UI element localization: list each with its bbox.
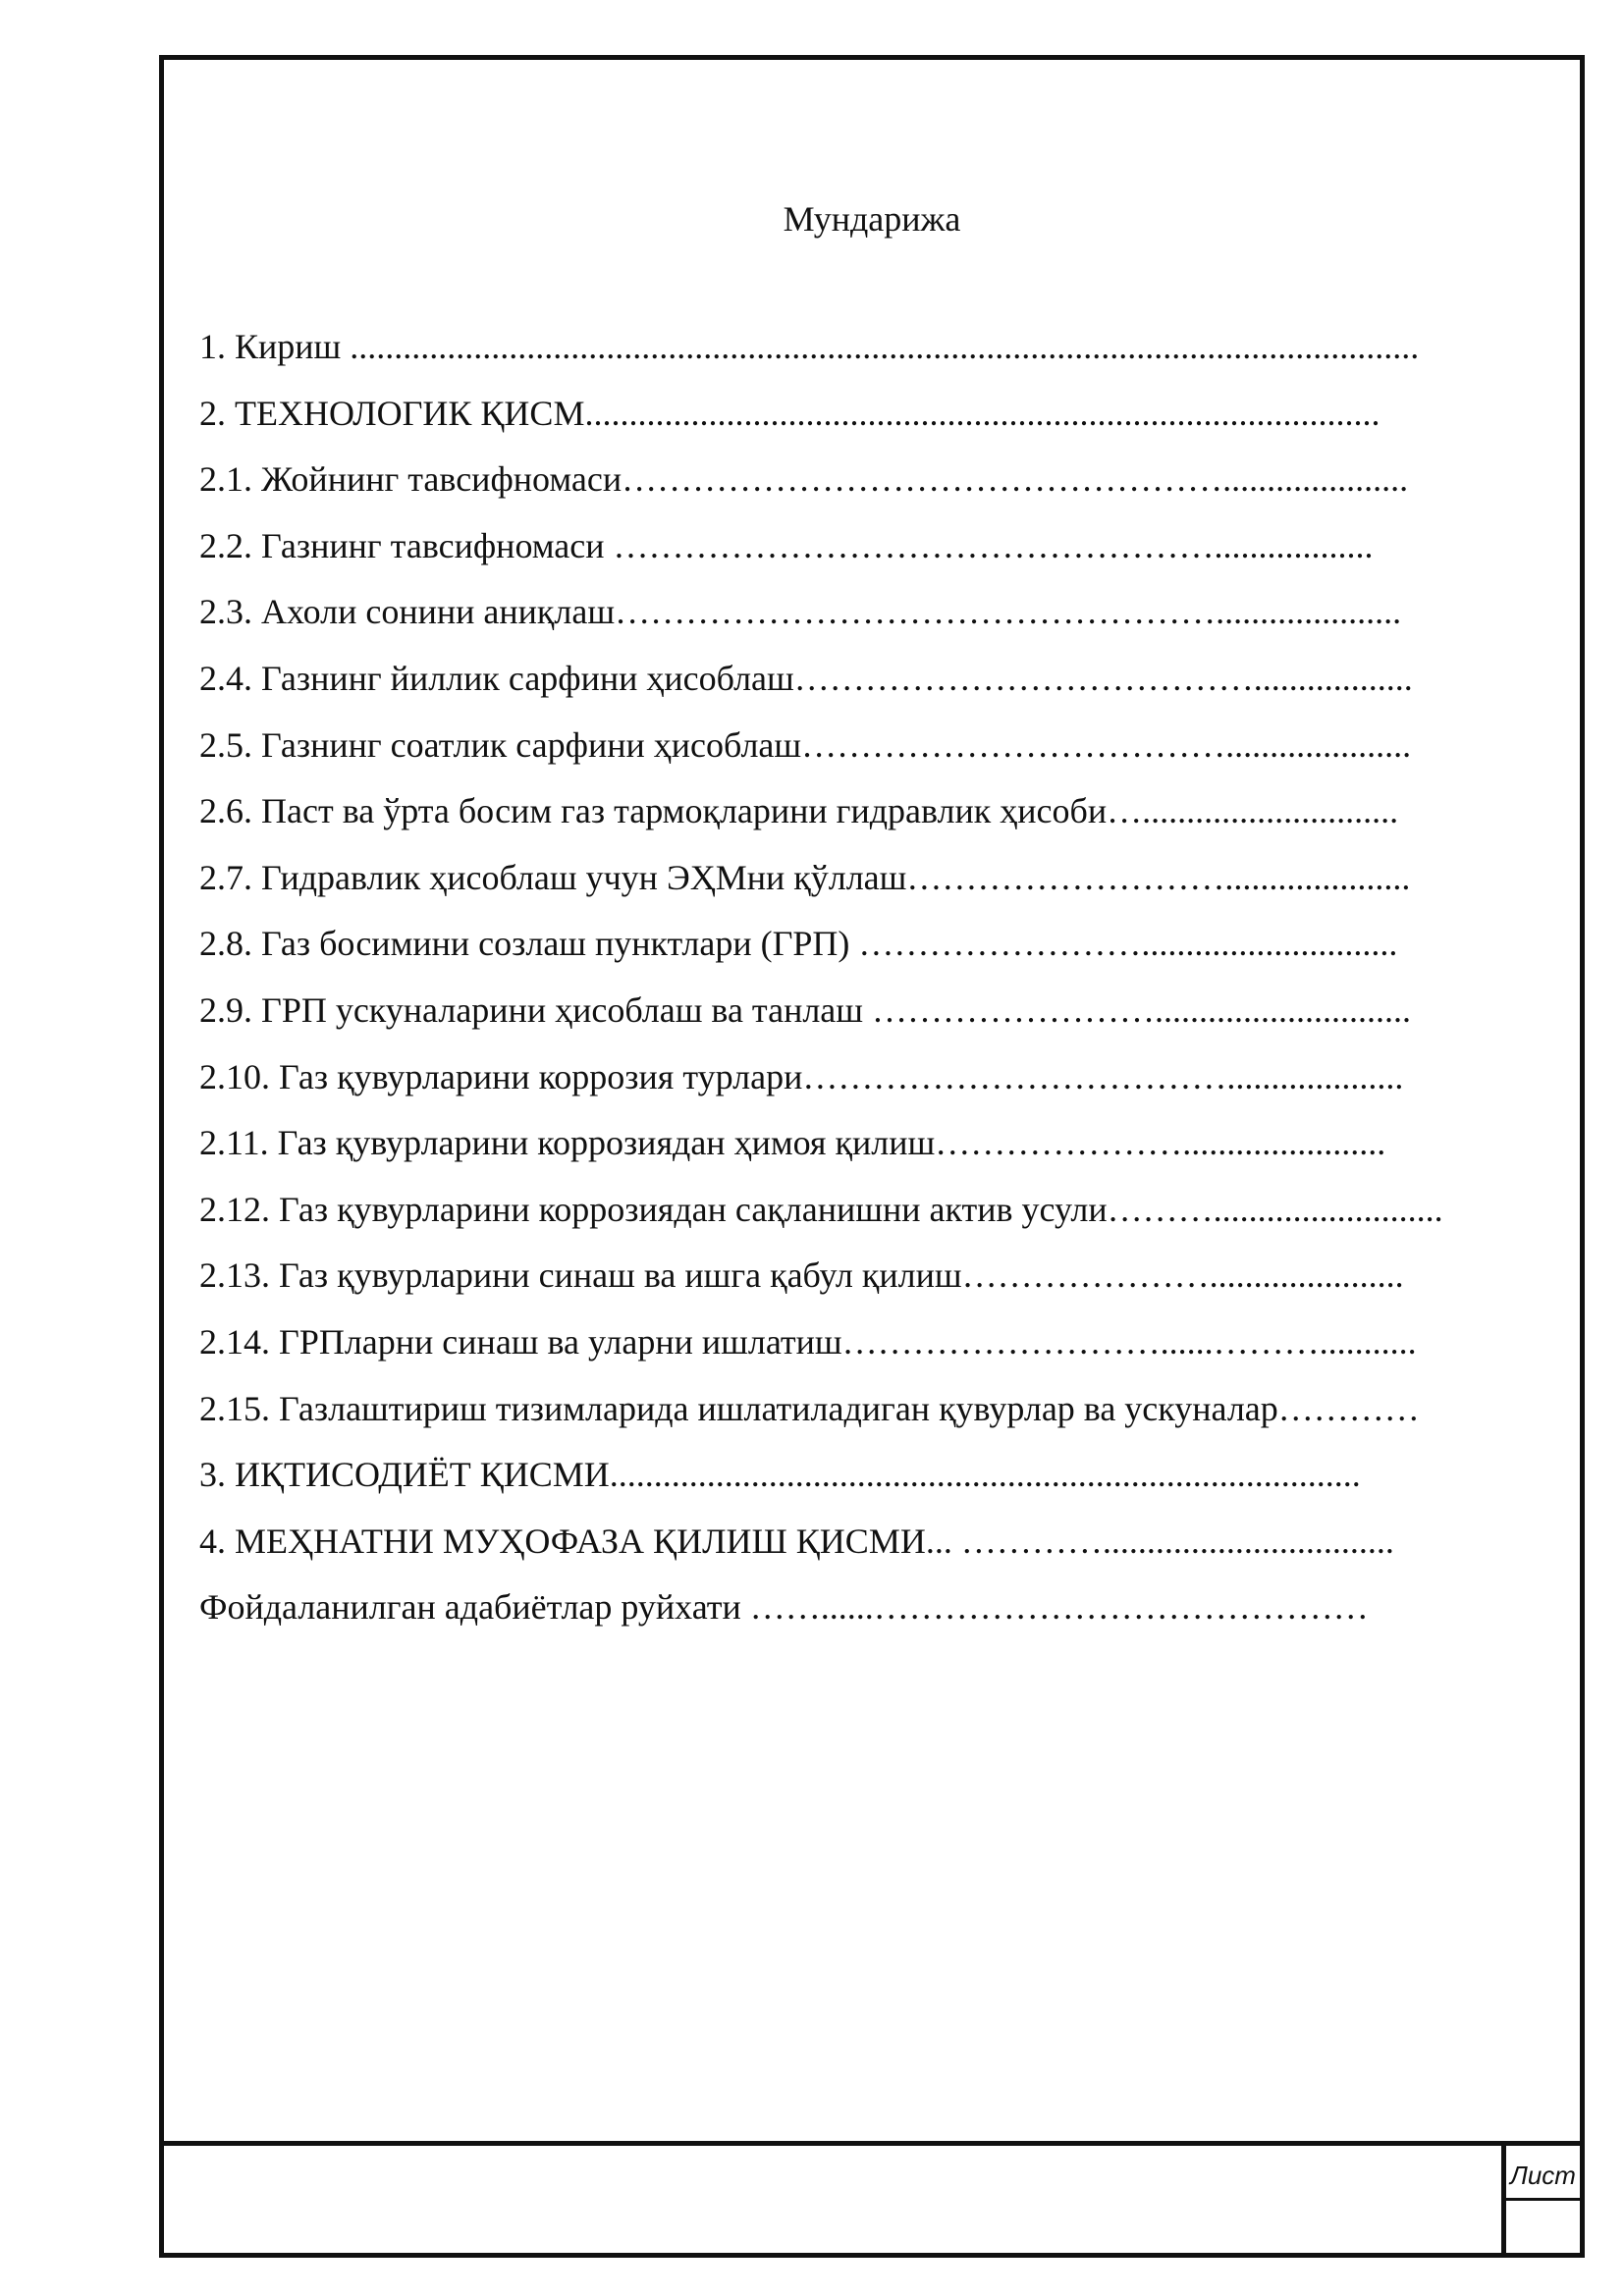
toc-entry-references: Фойдаланилган адабиётлар руйхати ……......…………………………………… bbox=[199, 1587, 1369, 1628]
toc-entry-2-4: 2.4. Газнинг йиллик сарфини ҳисоблаш………………………………….................. bbox=[199, 658, 1413, 698]
toc-entry-2-1: 2.1. Жойнинг тавсифномаси……………………………………………..................... bbox=[199, 459, 1409, 500]
toc-entry-2-8: 2.8. Газ босимини созлаш пунктлари (ГРП) ……………………............................. bbox=[199, 924, 1398, 964]
table-of-contents bbox=[199, 325, 1443, 1652]
toc-entry-2-9: 2.9. ГРП ускуналарини ҳисоблаш ва танлаш ……………………............................. bbox=[199, 989, 1412, 1030]
document-title: Мундарижа bbox=[783, 199, 961, 239]
toc-entry-2-12: 2.12. Газ қувурларини коррозиядан сақланишни актив усули……….......................... bbox=[199, 1189, 1443, 1229]
toc-entry-1: 1. Кириш ......................................................................................................................... bbox=[199, 327, 1420, 366]
toc-entry-3: 3. ИҚТИСОДИЁТ ҚИСМИ..................................................................................... bbox=[199, 1455, 1361, 1495]
toc-entry-2-15: 2.15. Газлаштириш тизимларида ишлатиладиган қувурлар ва ускуналар………… bbox=[199, 1388, 1420, 1428]
sheet-box-divider bbox=[1506, 2198, 1580, 2201]
toc-entry-2-10: 2.10. Газ қувурларини коррозия турлари……………………………….................... bbox=[199, 1056, 1404, 1096]
toc-entry-2-5: 2.5. Газнинг соатлик сарфини ҳисоблаш………………………………..................... bbox=[199, 724, 1412, 765]
sheet-label: Лист bbox=[1510, 2161, 1576, 2190]
toc-entry-2: 2. ТЕХНОЛОГИК ҚИСМ.......................................................................................... bbox=[199, 393, 1380, 433]
toc-entry-2-14: 2.14. ГРПларни синаш ва уларни ишлатиш………………………......………........... bbox=[199, 1321, 1417, 1362]
sheet-number-box bbox=[1501, 2141, 1580, 2258]
toc-entry-2-3: 2.3. Ахоли сонини аниқлаш……………………………………………..................... bbox=[199, 592, 1402, 632]
page-frame bbox=[159, 55, 1585, 2258]
toc-entry-2-6: 2.6. Паст ва ўрта босим газ тармоқларини гидравлик ҳисоби…............................. bbox=[199, 791, 1399, 831]
toc-entry-2-11: 2.11. Газ қувурларини коррозиядан ҳимоя қилиш…………………....................... bbox=[199, 1123, 1386, 1163]
toc-entry-2-13: 2.13. Газ қувурларини синаш ва ишга қабул қилиш…………………...................... bbox=[199, 1255, 1404, 1296]
toc-entry-2-7: 2.7. Гидравлик ҳисоблаш учун ЭҲМни қўллаш………………………..................... bbox=[199, 857, 1411, 897]
toc-entry-4: 4. МЕҲНАТНИ МУҲОФАЗА ҚИЛИШ ҚИСМИ... …………................................. bbox=[199, 1521, 1394, 1561]
toc-entry-2-2: 2.2. Газнинг тавсифномаси …………………………………………….................. bbox=[199, 525, 1374, 565]
footer-divider bbox=[164, 2141, 1580, 2146]
